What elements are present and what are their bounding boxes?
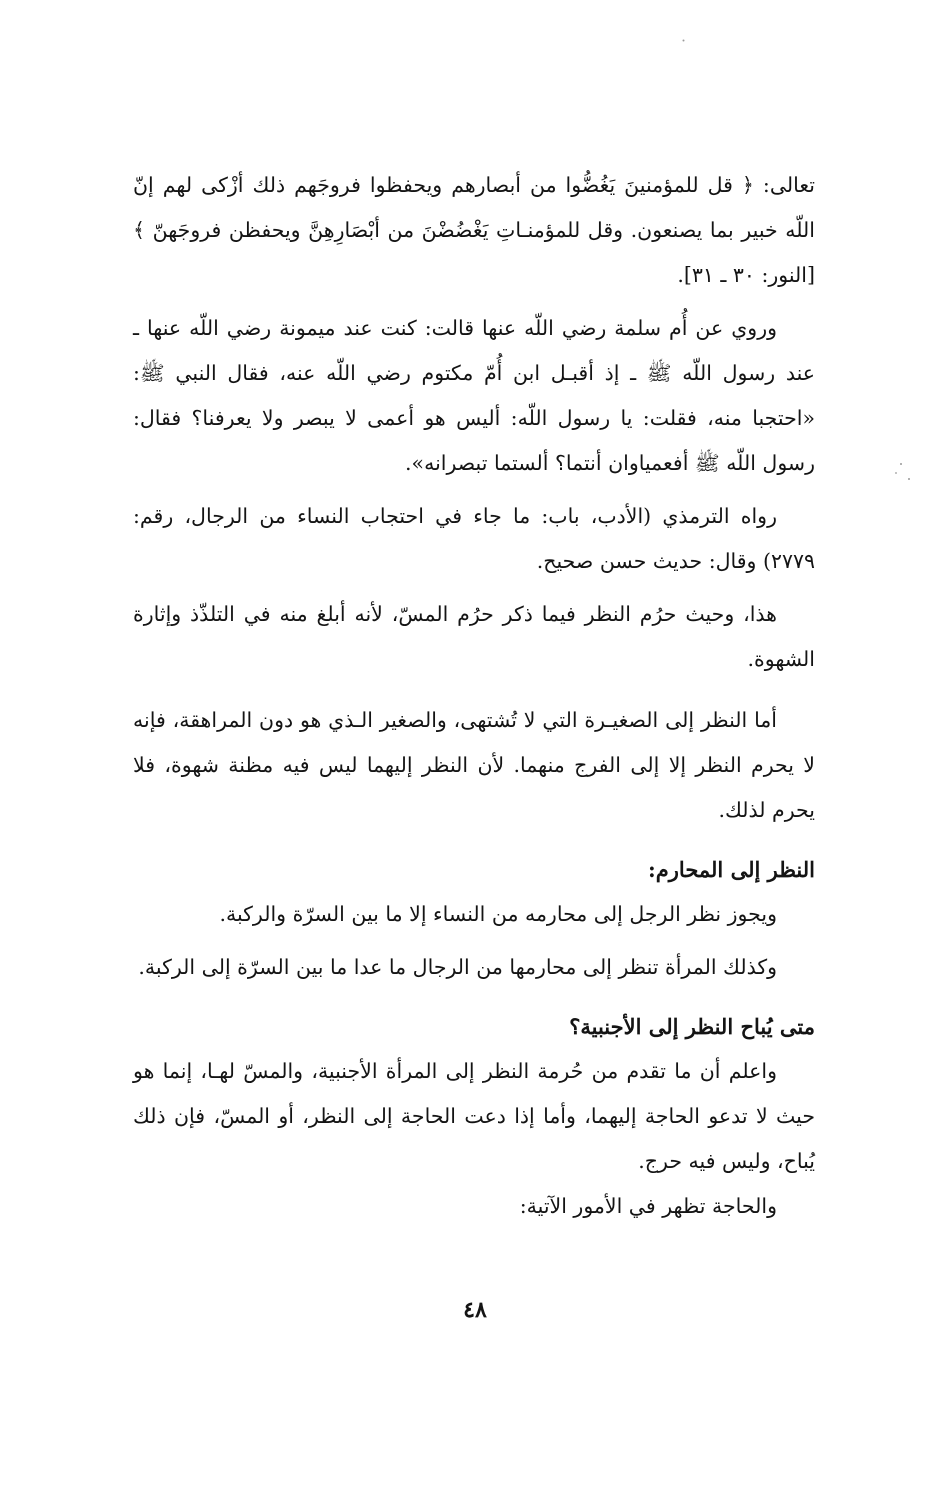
touch-ruling-paragraph: هذا، وحيث حرُم النظر فيما ذكر حرُم المسّ، لأنه أبلغ منه في التلذّذ وإثارة الشهوة. xyxy=(133,602,815,671)
hadith-paragraph: وروي عن أُم سلمة رضي اللّه عنها قالت: كنت عند ميمونة رضي اللّه عنها ـ عند رسول اللّه ﷺ ـ إذ أقبـل ابن أُمّ مكتوم رضي اللّه عنه، فقال النبي ﷺ: «احتجبا منه، فقلت: يا رسول اللّه: أليس هو أعمى لا يبصر ولا يعرفنا؟ فقال: رسول اللّه ﷺ أفعمياوان أنتما؟ ألستما تبصرانه». xyxy=(133,316,815,475)
woman-mahram-paragraph: وكذلك المرأة تنظر إلى محارمها من الرجال ما عدا ما بين السرّة إلى الركبة. xyxy=(138,955,777,979)
margin-scan-marks-svg xyxy=(892,457,922,487)
margin-scan-marks xyxy=(892,457,922,487)
quran-verse-paragraph: تعالى: ﴿ قل للمؤمنينَ يَغُضُّوا من أبصارهم ويحفظوا فروجَهم ذلك أزْكى لهم إنّ اللّه خبير بما يصنعون. وقل للمؤمنـاتِ يَغْضُضْنَ من أبْصَارِهِنَّ ويحفظن فروجَهنّ ﴾ [النور: ٣٠ ـ ٣١]. xyxy=(133,173,815,287)
page-body xyxy=(133,163,815,1229)
man-mahram-paragraph: ويجوز نظر الرجل إلى محارمه من النساء إلا ما بين السرّة والركبة. xyxy=(219,902,777,926)
young-girl-ruling-paragraph: أما النظر إلى الصغيـرة التي لا تُشتهى، والصغير الـذي هو دون المراهقة، فإنه لا يحرم النظر إلا إلى الفرج منهما. لأن النظر إليهما ليس فيه مظنة شهوة، فلا يحرم لذلك. xyxy=(133,708,815,822)
section-heading-mahram: النظر إلى المحارم: xyxy=(648,857,815,882)
hadith-source-paragraph: رواه الترمذي (الأدب، باب: ما جاء في احتجاب النساء من الرجال، رقم: ٢٧٧٩) وقال: حديث حسن صحيح. xyxy=(133,504,815,573)
section-heading-foreign-woman: متى يُباح النظر إلى الأجنبية؟ xyxy=(569,1014,815,1039)
scan-speck xyxy=(682,27,685,30)
following-matters-paragraph: والحاجة تظهر في الأمور الآتية: xyxy=(519,1194,777,1218)
scan-speck-mark xyxy=(682,39,685,42)
necessity-paragraph: واعلم أن ما تقدم من حُرمة النظر إلى المرأة الأجنبية، والمسّ لهـا، إنما هو حيث لا تدعو الحاجة إليهما، وأما إذا دعت الحاجة إلى النظر، أو المسّ، فإن ذلك يُباح، وليس فيه حرج. xyxy=(133,1059,815,1173)
page-number: ٤٨ xyxy=(463,1297,487,1323)
